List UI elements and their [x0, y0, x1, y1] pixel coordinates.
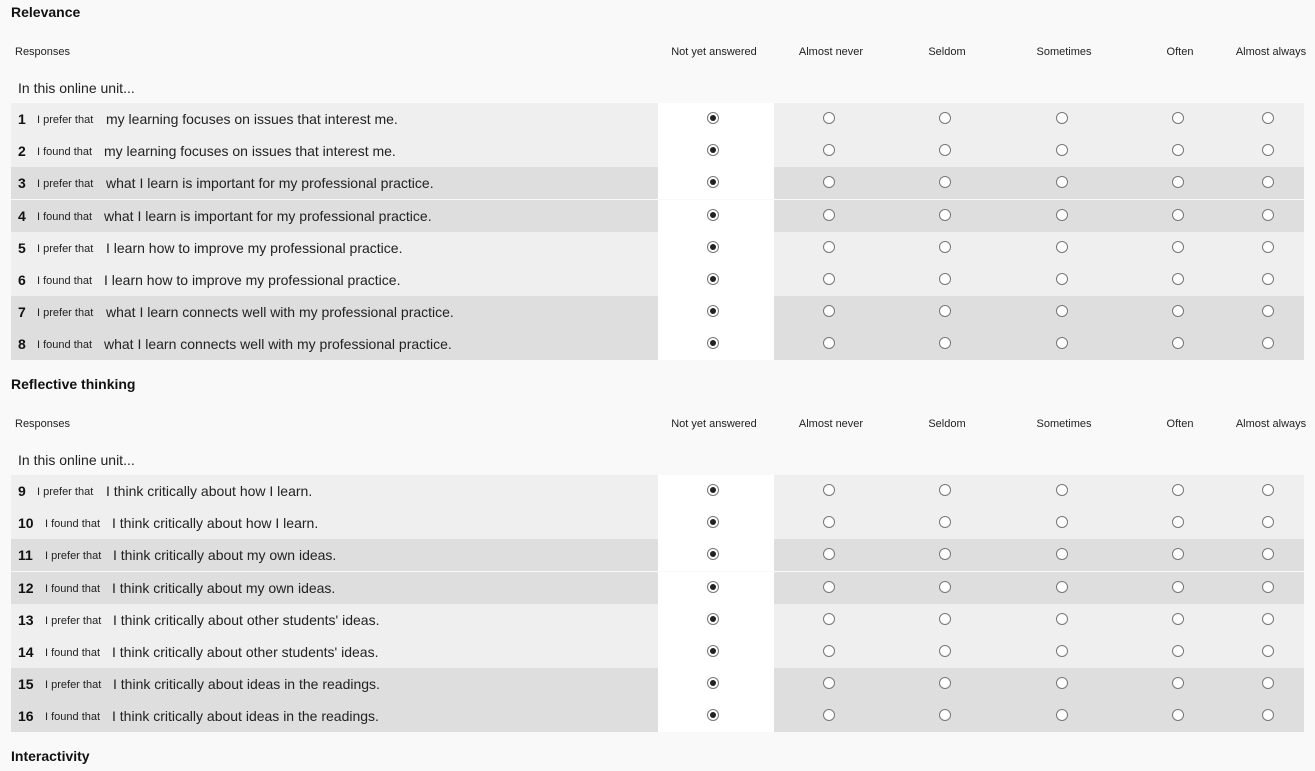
radio-almost-always[interactable] — [1262, 273, 1274, 285]
question-row — [11, 539, 1304, 571]
question-prefix: I found that — [45, 583, 101, 595]
radio-seldom[interactable] — [939, 548, 951, 560]
radio-seldom[interactable] — [939, 144, 951, 156]
radio-sometimes[interactable] — [1056, 613, 1068, 625]
question-prefix: I found that — [45, 647, 101, 659]
radio-not-yet-answered[interactable] — [707, 645, 719, 657]
radio-not-yet-answered[interactable] — [707, 209, 719, 221]
radio-not-yet-answered[interactable] — [707, 112, 719, 124]
radio-almost-never[interactable] — [823, 645, 835, 657]
section-intro: In this online unit... — [18, 80, 135, 96]
radio-almost-always[interactable] — [1262, 677, 1274, 689]
question-statement: I think critically about my own ideas. — [112, 580, 336, 596]
column-header-row — [11, 409, 1307, 439]
question-number: 14 — [18, 644, 34, 660]
question-row — [11, 604, 1304, 636]
radio-almost-always[interactable] — [1262, 241, 1274, 253]
question-statement: I think critically about ideas in the readings. — [112, 708, 379, 724]
question-number: 6 — [18, 272, 26, 288]
col-almost-never: Almost never — [798, 417, 864, 430]
question-statement: my learning focuses on issues that interest me. — [104, 143, 396, 159]
radio-sometimes[interactable] — [1056, 273, 1068, 285]
question-row — [11, 296, 1304, 328]
radio-sometimes[interactable] — [1056, 548, 1068, 560]
column-header-row — [11, 37, 1307, 67]
question-prefix: I found that — [37, 339, 93, 351]
radio-not-yet-answered[interactable] — [707, 176, 719, 188]
radio-often[interactable] — [1172, 677, 1184, 689]
radio-seldom[interactable] — [939, 709, 951, 721]
question-statement: what I learn connects well with my professional practice. — [106, 304, 454, 320]
radio-almost-never[interactable] — [823, 548, 835, 560]
question-statement: what I learn is important for my professional practice. — [104, 208, 432, 224]
question-number: 5 — [18, 240, 26, 256]
radio-not-yet-answered[interactable] — [707, 273, 719, 285]
question-statement: I think critically about my own ideas. — [113, 547, 337, 563]
radio-sometimes[interactable] — [1056, 176, 1068, 188]
radio-often[interactable] — [1172, 484, 1184, 496]
question-prefix: I prefer that — [37, 307, 94, 319]
radio-seldom[interactable] — [939, 209, 951, 221]
radio-almost-always[interactable] — [1262, 112, 1274, 124]
radio-often[interactable] — [1172, 241, 1184, 253]
radio-almost-never[interactable] — [823, 516, 835, 528]
question-prefix: I prefer that — [37, 114, 94, 126]
question-row — [11, 636, 1304, 668]
question-row — [11, 264, 1304, 296]
question-row — [11, 135, 1304, 167]
radio-almost-always[interactable] — [1262, 581, 1274, 593]
col-often: Often — [1166, 417, 1194, 430]
question-prefix: I found that — [45, 518, 101, 530]
question-row — [11, 475, 1304, 507]
radio-sometimes[interactable] — [1056, 241, 1068, 253]
section-title-interactivity: Interactivity — [11, 748, 90, 764]
radio-almost-always[interactable] — [1262, 613, 1274, 625]
radio-almost-never[interactable] — [823, 273, 835, 285]
radio-sometimes[interactable] — [1056, 581, 1068, 593]
question-row — [11, 507, 1304, 539]
radio-often[interactable] — [1172, 645, 1184, 657]
col-almost-always: Almost always — [1235, 45, 1307, 58]
radio-not-yet-answered[interactable] — [707, 337, 719, 349]
radio-almost-never[interactable] — [823, 305, 835, 317]
radio-not-yet-answered[interactable] — [707, 241, 719, 253]
col-seldom: Seldom — [928, 417, 966, 430]
radio-seldom[interactable] — [939, 516, 951, 528]
question-prefix: I found that — [45, 711, 101, 723]
radio-not-yet-answered[interactable] — [707, 709, 719, 721]
radio-sometimes[interactable] — [1056, 209, 1068, 221]
radio-almost-always[interactable] — [1262, 516, 1274, 528]
radio-almost-always[interactable] — [1262, 484, 1274, 496]
radio-seldom[interactable] — [939, 337, 951, 349]
question-statement: I think critically about other students' ideas. — [112, 644, 379, 660]
question-number: 16 — [18, 708, 34, 724]
question-prefix: I prefer that — [45, 615, 102, 627]
radio-often[interactable] — [1172, 144, 1184, 156]
question-statement: what I learn connects well with my professional practice. — [104, 336, 452, 352]
radio-not-yet-answered[interactable] — [707, 677, 719, 689]
question-number: 15 — [18, 676, 34, 692]
radio-almost-never[interactable] — [823, 337, 835, 349]
radio-seldom[interactable] — [939, 581, 951, 593]
radio-often[interactable] — [1172, 337, 1184, 349]
question-number: 10 — [18, 515, 34, 531]
question-statement: I learn how to improve my professional practice. — [104, 272, 401, 288]
radio-almost-always[interactable] — [1262, 548, 1274, 560]
radio-almost-never[interactable] — [823, 209, 835, 221]
radio-almost-never[interactable] — [823, 709, 835, 721]
question-row — [11, 668, 1304, 700]
question-row — [11, 232, 1304, 264]
radio-almost-never[interactable] — [823, 677, 835, 689]
question-number: 13 — [18, 612, 34, 628]
question-prefix: I found that — [37, 146, 93, 158]
question-number: 2 — [18, 143, 26, 159]
radio-not-yet-answered[interactable] — [707, 516, 719, 528]
radio-almost-always[interactable] — [1262, 645, 1274, 657]
question-number: 7 — [18, 304, 26, 320]
radio-not-yet-answered[interactable] — [707, 484, 719, 496]
section-title-reflective-thinking: Reflective thinking — [11, 376, 136, 392]
radio-sometimes[interactable] — [1056, 677, 1068, 689]
radio-often[interactable] — [1172, 209, 1184, 221]
radio-almost-never[interactable] — [823, 581, 835, 593]
radio-almost-never[interactable] — [823, 241, 835, 253]
question-statement: I think critically about how I learn. — [112, 515, 319, 531]
radio-seldom[interactable] — [939, 613, 951, 625]
radio-not-yet-answered[interactable] — [707, 581, 719, 593]
radio-sometimes[interactable] — [1056, 709, 1068, 721]
question-number: 9 — [18, 483, 26, 499]
radio-almost-never[interactable] — [823, 613, 835, 625]
radio-almost-always[interactable] — [1262, 305, 1274, 317]
question-row — [11, 328, 1304, 360]
question-row — [11, 700, 1304, 732]
question-statement: my learning focuses on issues that interest me. — [106, 111, 398, 127]
col-sometimes: Sometimes — [1036, 45, 1092, 58]
question-statement: I learn how to improve my professional practice. — [106, 240, 403, 256]
responses-label: Responses — [15, 418, 71, 430]
section-intro: In this online unit... — [18, 452, 135, 468]
col-often: Often — [1166, 45, 1194, 58]
radio-almost-always[interactable] — [1262, 144, 1274, 156]
question-statement: I think critically about other students' ideas. — [113, 612, 380, 628]
question-row — [11, 103, 1304, 135]
radio-often[interactable] — [1172, 548, 1184, 560]
question-prefix: I found that — [37, 275, 93, 287]
radio-sometimes[interactable] — [1056, 305, 1068, 317]
question-prefix: I prefer that — [45, 550, 102, 562]
radio-almost-always[interactable] — [1262, 709, 1274, 721]
radio-almost-always[interactable] — [1262, 176, 1274, 188]
radio-often[interactable] — [1172, 305, 1184, 317]
question-row — [11, 200, 1304, 232]
question-number: 1 — [18, 111, 26, 127]
radio-not-yet-answered[interactable] — [707, 144, 719, 156]
radio-often[interactable] — [1172, 176, 1184, 188]
col-sometimes: Sometimes — [1036, 417, 1092, 430]
radio-seldom[interactable] — [939, 645, 951, 657]
radio-not-yet-answered[interactable] — [707, 305, 719, 317]
radio-almost-never[interactable] — [823, 112, 835, 124]
radio-often[interactable] — [1172, 613, 1184, 625]
question-prefix: I found that — [37, 211, 93, 223]
radio-seldom[interactable] — [939, 112, 951, 124]
radio-not-yet-answered[interactable] — [707, 613, 719, 625]
question-prefix: I prefer that — [37, 178, 94, 190]
section-title-relevance: Relevance — [11, 4, 81, 20]
question-number: 11 — [18, 547, 33, 563]
radio-almost-always[interactable] — [1262, 209, 1274, 221]
question-statement: I think critically about how I learn. — [106, 483, 313, 499]
question-number: 4 — [18, 208, 26, 224]
radio-sometimes[interactable] — [1056, 337, 1068, 349]
radio-not-yet-answered[interactable] — [707, 548, 719, 560]
radio-seldom[interactable] — [939, 176, 951, 188]
col-seldom: Seldom — [928, 45, 966, 58]
radio-often[interactable] — [1172, 581, 1184, 593]
radio-sometimes[interactable] — [1056, 112, 1068, 124]
question-prefix: I prefer that — [37, 486, 94, 498]
radio-often[interactable] — [1172, 516, 1184, 528]
question-row — [11, 167, 1304, 199]
question-statement: what I learn is important for my professional practice. — [106, 175, 434, 191]
radio-seldom[interactable] — [939, 241, 951, 253]
radio-seldom[interactable] — [939, 305, 951, 317]
radio-sometimes[interactable] — [1056, 516, 1068, 528]
radio-sometimes[interactable] — [1056, 484, 1068, 496]
radio-sometimes[interactable] — [1056, 144, 1068, 156]
question-prefix: I prefer that — [37, 243, 94, 255]
responses-label: Responses — [15, 46, 71, 58]
radio-almost-always[interactable] — [1262, 337, 1274, 349]
col-almost-never: Almost never — [798, 45, 864, 58]
radio-almost-never[interactable] — [823, 176, 835, 188]
col-not-yet-answered: Not yet answered — [671, 45, 757, 58]
radio-seldom[interactable] — [939, 273, 951, 285]
radio-almost-never[interactable] — [823, 144, 835, 156]
question-number: 3 — [18, 175, 26, 191]
col-not-yet-answered: Not yet answered — [671, 417, 757, 430]
radio-often[interactable] — [1172, 709, 1184, 721]
radio-seldom[interactable] — [939, 677, 951, 689]
question-number: 12 — [18, 580, 34, 596]
question-prefix: I prefer that — [45, 679, 102, 691]
question-statement: I think critically about ideas in the readings. — [113, 676, 380, 692]
radio-sometimes[interactable] — [1056, 645, 1068, 657]
question-row — [11, 572, 1304, 604]
col-almost-always: Almost always — [1235, 417, 1307, 430]
radio-seldom[interactable] — [939, 484, 951, 496]
radio-often[interactable] — [1172, 112, 1184, 124]
question-number: 8 — [18, 336, 26, 352]
radio-often[interactable] — [1172, 273, 1184, 285]
radio-almost-never[interactable] — [823, 484, 835, 496]
